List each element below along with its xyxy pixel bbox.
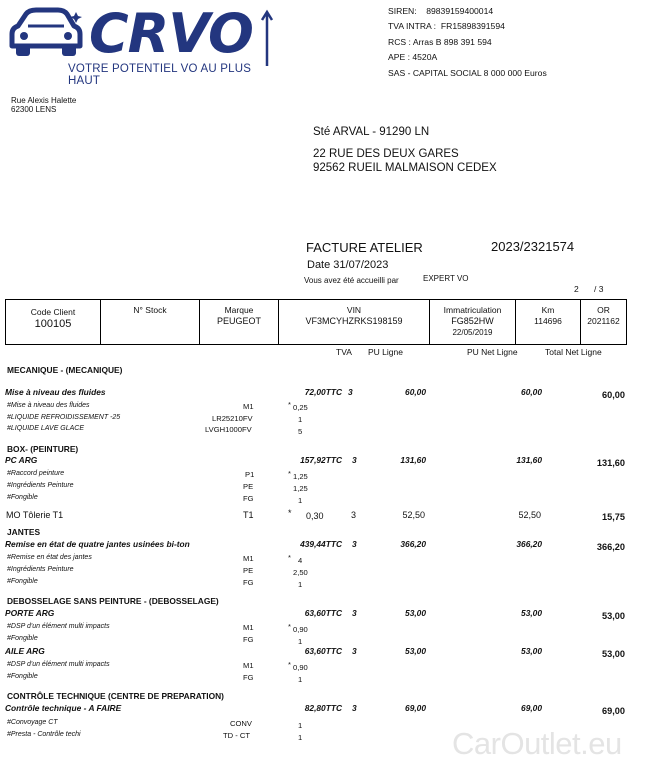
sub-line-label: #DSP d'un élément multi impacts	[7, 661, 110, 668]
code-client-cell	[6, 300, 101, 344]
sub-line-code: FG	[243, 673, 254, 682]
item-label: Contrôle technique - A FAIRE	[5, 703, 122, 713]
labour-tva: 3	[351, 510, 357, 520]
recipient-name: Sté ARVAL - 91290 LN	[313, 126, 430, 138]
item-ttc: 157,92TTC	[300, 455, 342, 465]
sub-line-label: #Ingrédients Peinture	[7, 566, 74, 573]
stock-label: N° Stock	[133, 305, 167, 315]
vin-label: VIN	[346, 305, 362, 315]
invoice-number: 2023/2321574	[491, 239, 575, 254]
sub-line-label: #Mise à niveau des fluides	[7, 402, 90, 409]
item-total: 53,00	[602, 611, 625, 621]
or-value: 2021162	[587, 316, 620, 326]
sub-line-qty: 0,25	[293, 403, 308, 412]
sub-line-code: PE	[243, 566, 254, 575]
immat-label: Immatriculation	[443, 305, 502, 315]
labour-pu: 52,50	[402, 510, 425, 520]
invoice-title: FACTURE ATELIER	[306, 240, 423, 255]
sub-line-label: #Fongible	[7, 494, 38, 501]
marque-cell	[200, 300, 279, 344]
item-pu: 53,00	[405, 608, 426, 618]
siren-label: SIREN:	[388, 6, 417, 16]
section-debosselage: DEBOSSELAGE SANS PEINTURE - (DEBOSSELAGE)	[7, 596, 219, 606]
sub-line-label: #LIQUIDE REFROIDISSEMENT -25	[7, 414, 121, 421]
vehicle-info-table	[5, 299, 627, 345]
invoice-date: Date 31/07/2023	[307, 259, 389, 271]
section-peinture: BOX- (PEINTURE)	[7, 444, 79, 454]
item-tva: 3	[352, 703, 357, 713]
sub-line-star: *	[288, 622, 291, 631]
sub-line-qty: 1	[298, 733, 303, 742]
sub-line-qty: 1	[298, 496, 303, 505]
item-pu-net: 60,00	[521, 387, 542, 397]
tva-intra-value: FR15898391594	[440, 21, 505, 32]
sub-line-star: *	[288, 400, 291, 409]
sub-line-qty: 1	[298, 637, 303, 646]
sub-line-code: CONV	[230, 719, 252, 728]
sub-line-code: P1	[245, 470, 255, 479]
item-tva: 3	[352, 539, 357, 549]
item-ttc: 82,80TTC	[304, 703, 342, 713]
sub-line-qty: 1,25	[293, 484, 308, 493]
or-cell	[581, 300, 626, 344]
recipient-city: 92562 RUEIL MALMAISON CEDEX	[313, 162, 497, 174]
code-client-value: 100105	[34, 318, 72, 330]
section-mecanique: MECANIQUE - (MECANIQUE)	[7, 365, 123, 375]
item-pu-net: 131,60	[516, 455, 542, 465]
code-client-label: Code Client	[30, 307, 76, 317]
recipient-street: 22 RUE DES DEUX GARES	[313, 148, 459, 160]
rcs-text: RCS : Arras B 898 391 594	[388, 36, 492, 47]
sub-line-qty: 0,90	[293, 663, 308, 672]
sender-address	[11, 96, 76, 114]
sub-line-code: M1	[243, 402, 254, 411]
or-label: OR	[597, 305, 610, 315]
sub-line-code: FG	[243, 578, 254, 587]
sub-line-code: M1	[243, 554, 254, 563]
sub-line-label: #Fongible	[7, 578, 38, 585]
item-pu-net: 366,20	[516, 539, 542, 549]
sub-line-code: LR25210FV	[212, 414, 253, 423]
item-total: 53,00	[602, 649, 625, 659]
item-pu-net: 53,00	[521, 646, 542, 656]
section-jantes: JANTES	[7, 527, 41, 537]
item-pu-net: 53,00	[521, 608, 542, 618]
welcome-value: EXPERT VO	[423, 274, 469, 283]
sub-line-code: FG	[243, 635, 254, 644]
sub-line-qty: 0,90	[293, 625, 308, 634]
stock-cell	[101, 300, 200, 344]
sub-line-code: LVGH1000FV	[205, 425, 252, 434]
sub-line-qty: 1	[298, 580, 303, 589]
item-pu: 131,60	[400, 455, 426, 465]
item-label: PC ARG	[5, 455, 38, 465]
welcome-label: Vous avez été accueilli par	[304, 276, 399, 285]
item-label: PORTE ARG	[5, 608, 55, 618]
sub-line-label: #Fongible	[7, 635, 38, 642]
sub-line-label: #LIQUIDE LAVE GLACE	[7, 425, 85, 432]
sender-city: 62300 LENS	[11, 105, 57, 114]
item-total: 131,60	[596, 458, 625, 468]
sub-line-qty: 1,25	[293, 472, 308, 481]
sub-line-code: FG	[243, 494, 254, 503]
item-tva: 3	[348, 387, 353, 397]
sub-line-qty: 1	[298, 415, 303, 424]
item-ttc: 63,60TTC	[304, 608, 342, 618]
immat-date: 22/05/2019	[452, 328, 493, 337]
item-label: Remise en état de quatre jantes usinées bi-ton	[5, 539, 190, 549]
labour-code: T1	[243, 510, 254, 520]
col-total: Total Net Ligne	[545, 347, 602, 357]
arrow-up-icon	[260, 8, 274, 68]
immat-cell	[430, 300, 516, 344]
item-pu: 53,00	[405, 646, 426, 656]
sub-line-code: PE	[243, 482, 254, 491]
capital-text: SAS - CAPITAL SOCIAL 8 000 000 Euros	[388, 67, 547, 78]
sub-line-star: *	[288, 469, 291, 478]
sub-line-star: *	[288, 660, 291, 669]
sub-line-label: #Fongible	[7, 673, 38, 680]
vin-cell	[279, 300, 430, 344]
item-total: 69,00	[602, 706, 625, 716]
item-ttc: 72,00TTC	[304, 387, 342, 397]
item-total: 60,00	[602, 390, 625, 400]
watermark: CarOutlet.eu	[452, 726, 622, 761]
ape-text: APE : 4520A	[388, 52, 438, 63]
page-total: / 3	[594, 284, 604, 294]
company-info	[388, 4, 547, 81]
immat-value: FG852HW	[451, 316, 494, 326]
km-cell	[516, 300, 581, 344]
logo-wordmark: CRVO	[89, 2, 253, 65]
sub-line-label: #Presta - Contrôle techi	[7, 731, 81, 738]
col-tva: TVA	[336, 347, 352, 357]
item-pu-net: 69,00	[521, 703, 542, 713]
labour-star: *	[288, 508, 292, 518]
item-tva: 3	[352, 455, 357, 465]
col-pu-net: PU Net Ligne	[467, 347, 518, 357]
labour-qty: 0,30	[306, 511, 324, 521]
sub-line-qty: 4	[298, 556, 303, 565]
sender-street: Rue Alexis Halette	[11, 96, 77, 105]
item-pu: 60,00	[405, 387, 426, 397]
item-pu: 366,20	[400, 539, 426, 549]
page-number: 2	[574, 284, 579, 294]
item-label: Mise à niveau des fluides	[5, 387, 106, 397]
siren-value: 89839159400014	[426, 6, 494, 16]
car-icon	[6, 6, 86, 64]
col-pu-ligne: PU Ligne	[368, 347, 403, 357]
sub-line-code: M1	[243, 661, 254, 670]
labour-total: 15,75	[602, 512, 625, 522]
item-tva: 3	[352, 608, 357, 618]
sub-line-label: #Remise en état des jantes	[7, 554, 92, 561]
item-ttc: 439,44TTC	[300, 539, 342, 549]
marque-label: Marque	[224, 305, 254, 315]
labour-label: MO Tôlerie T1	[6, 510, 64, 520]
sub-line-label: #Convoyage CT	[7, 719, 58, 726]
company-logo	[6, 2, 268, 87]
sub-line-qty: 1	[298, 721, 303, 730]
sub-line-qty: 2,50	[293, 568, 308, 577]
sub-line-label: #Raccord peinture	[7, 470, 65, 477]
tva-intra-label: TVA INTRA :	[388, 21, 437, 32]
sub-line-code: TD - CT	[223, 731, 250, 740]
km-value: 114696	[534, 316, 562, 326]
sub-line-star: *	[288, 553, 291, 562]
km-label: Km	[541, 305, 555, 315]
labour-pu-net: 52,50	[518, 510, 541, 520]
item-label: AILE ARG	[5, 646, 45, 656]
item-tva: 3	[352, 646, 357, 656]
item-ttc: 63,60TTC	[304, 646, 342, 656]
item-total: 366,20	[596, 542, 625, 552]
section-controle-technique: CONTRÔLE TECHNIQUE (CENTRE DE PREPARATION)	[7, 691, 224, 701]
sub-line-qty: 1	[298, 675, 303, 684]
item-pu: 69,00	[405, 703, 426, 713]
sub-line-code: M1	[243, 623, 254, 632]
sub-line-label: #Ingrédients Peinture	[7, 482, 74, 489]
vin-value: VF3MCYHZRKS198159	[305, 316, 403, 326]
sub-line-qty: 5	[298, 427, 303, 436]
sub-line-label: #DSP d'un élément multi impacts	[7, 623, 110, 630]
marque-value: PEUGEOT	[216, 316, 261, 326]
logo-tagline: VOTRE POTENTIEL VO AU PLUS HAUT	[68, 63, 252, 87]
